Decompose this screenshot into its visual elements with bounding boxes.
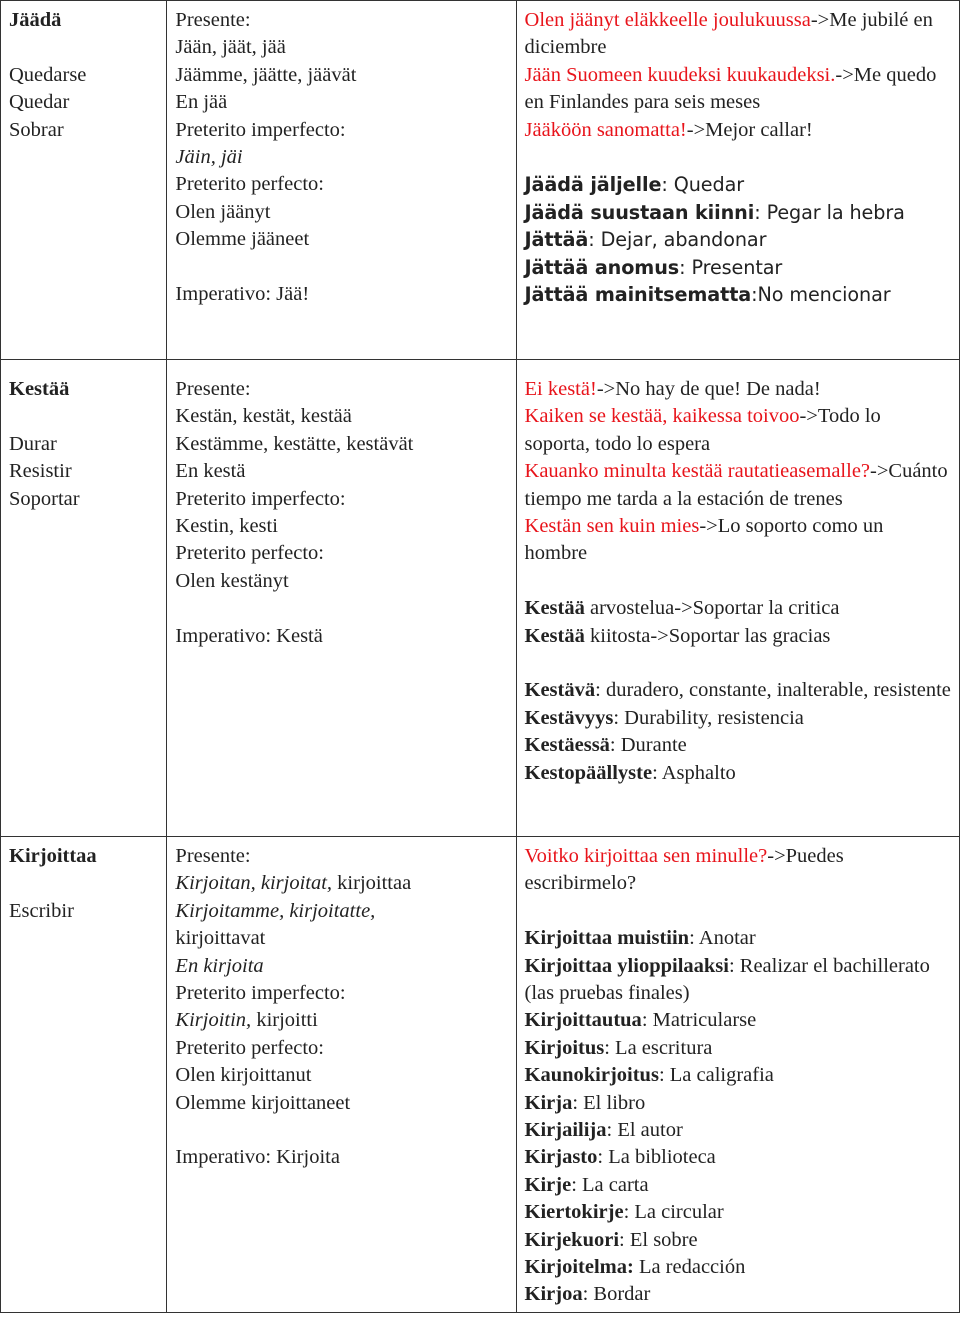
perfecto-line: Olen jäänyt <box>175 200 271 223</box>
vocab-item: Kaunokirjoitus: La caligrafia <box>524 1064 774 1087</box>
presente-line: kirjoittavat <box>175 927 266 950</box>
imperfecto-line: Kestin, kesti <box>175 515 278 538</box>
table-row <box>1 837 960 1313</box>
meaning: Escribir <box>9 899 74 922</box>
meaning: Sobrar <box>9 118 64 141</box>
vocab-item: Kirjekuori: El sobre <box>524 1228 698 1251</box>
perfecto-line: Olen kirjoittanut <box>175 1064 312 1087</box>
examples-cell <box>516 837 959 1313</box>
vocab-item: Kestävä: duradero, constante, inalterable, resistente <box>524 679 951 702</box>
example-sentence: Olen jäänyt eläkkeelle joulukuussa->Me jubilé en diciembre <box>524 9 933 59</box>
presente-line: Kestämme, kestätte, kestävät <box>175 432 414 455</box>
verb-title: Jäädä <box>9 9 62 31</box>
meaning: Quedar <box>9 91 70 114</box>
imperativo-line: Imperativo: Kirjoita <box>175 1146 340 1169</box>
example-sentence: Ei kestä!->No hay de que! De nada! <box>524 378 821 400</box>
vocab-item: Jättää: Dejar, abandonar <box>524 228 767 252</box>
conjugation-cell <box>167 1 516 360</box>
perfecto-line: Olemme jääneet <box>175 228 310 251</box>
vocab-item: Kestävyys: Durability, resistencia <box>524 706 804 729</box>
example-sentence: Voitko kirjoittaa sen minulle?->Puedes escribirmelo? <box>524 845 844 895</box>
vocab-item: Kestää arvostelua->Soportar la critica <box>524 597 840 620</box>
vocab-item: Kestäessä: Durante <box>524 734 687 757</box>
imperativo-line: Imperativo: Jää! <box>175 283 310 306</box>
vocab-item: Kirja: El libro <box>524 1091 646 1114</box>
presente-negative: En jää <box>175 91 228 114</box>
vocab-item: Kirje: La carta <box>524 1173 649 1196</box>
verb-title: Kestää <box>9 378 70 400</box>
vocab-item: Kirjoittaa muistiin: Anotar <box>524 927 756 950</box>
imperativo-line: Imperativo: Kestä <box>175 624 323 647</box>
imperfecto-label: Preterito imperfecto: <box>175 487 346 510</box>
vocab-item: Jäädä jäljelle: Quedar <box>524 173 745 197</box>
vocab-item: Kestopäällyste: Asphalto <box>524 761 736 784</box>
vocab-item: Kirjoittaa ylioppilaaksi: Realizar el bachillerato (las pruebas finales) <box>524 954 930 1005</box>
perfecto-line: Olemme kirjoittaneet <box>175 1091 351 1114</box>
presente-label: Presente: <box>175 9 251 31</box>
vocab-item: Kirjasto: La biblioteca <box>524 1146 716 1169</box>
table-row <box>1 1 960 360</box>
presente-label: Presente: <box>175 378 251 400</box>
vocab-item: Kirjoitelma: La redacción <box>524 1256 746 1279</box>
verb-title: Kirjoittaa <box>9 845 97 867</box>
verb-cell <box>1 837 167 1313</box>
presente-line: Kirjoitamme, kirjoitatte, <box>175 899 376 922</box>
example-sentence: Jääköön sanomatta!->Mejor callar! <box>524 118 813 141</box>
examples-cell <box>516 360 959 837</box>
perfecto-label: Preterito perfecto: <box>175 173 324 196</box>
examples-cell <box>516 1 959 360</box>
vocab-item: Kirjoittautua: Matricularse <box>524 1009 757 1032</box>
imperfecto-line: Jäin, jäi <box>175 146 243 169</box>
verb-cell <box>1 360 167 837</box>
presente-line: Jäämme, jäätte, jäävät <box>175 63 357 86</box>
example-sentence: Jään Suomeen kuudeksi kuukaudeksi.->Me quedo en Finlandes para seis meses <box>524 63 937 114</box>
vocab-item: Kestää kiitosta->Soportar las gracias <box>524 624 831 647</box>
presente-line: Kirjoitan, kirjoitat, kirjoittaa <box>175 872 412 895</box>
presente-negative: En kirjoita <box>175 954 264 977</box>
presente-line: Kestän, kestät, kestää <box>175 405 352 428</box>
vocab-item: Jäädä suustaan kiinni: Pegar la hebra <box>524 200 905 224</box>
perfecto-line: Olen kestänyt <box>175 569 289 592</box>
conjugation-cell <box>167 837 516 1313</box>
meaning: Durar <box>9 432 57 455</box>
example-sentence: Kestän sen kuin mies->Lo soporto como un hombre <box>524 515 884 565</box>
perfecto-label: Preterito perfecto: <box>175 1036 324 1059</box>
conjugation-cell <box>167 360 516 837</box>
meaning: Quedarse <box>9 63 87 86</box>
vocab-item: Jättää mainitsematta:No mencionar <box>524 283 891 307</box>
vocab-item: Kiertokirje: La circular <box>524 1201 724 1224</box>
example-sentence: Kaiken se kestää, kaikessa toivoo->Todo lo soporta, todo lo espera <box>524 405 881 455</box>
meaning: Resistir <box>9 460 72 483</box>
perfecto-label: Preterito perfecto: <box>175 542 324 565</box>
verb-cell <box>1 1 167 360</box>
vocab-item: Kirjailija: El autor <box>524 1119 683 1142</box>
imperfecto-line: Kirjoitin, kirjoitti <box>175 1009 318 1032</box>
meaning: Soportar <box>9 487 80 510</box>
presente-line: Jään, jäät, jää <box>175 36 286 59</box>
vocab-item: Kirjoa: Bordar <box>524 1283 651 1306</box>
example-sentence: Kauanko minulta kestää rautatieasemalle?->Cuánto tiempo me tarda a la estación de trenes <box>524 460 948 510</box>
vocab-item: Kirjoitus: La escritura <box>524 1036 713 1059</box>
presente-label: Presente: <box>175 845 251 867</box>
imperfecto-label: Preterito imperfecto: <box>175 982 346 1005</box>
table-row <box>1 360 960 837</box>
imperfecto-label: Preterito imperfecto: <box>175 118 346 141</box>
presente-negative: En kestä <box>175 460 246 483</box>
vocab-item: Jättää anomus: Presentar <box>524 255 783 279</box>
